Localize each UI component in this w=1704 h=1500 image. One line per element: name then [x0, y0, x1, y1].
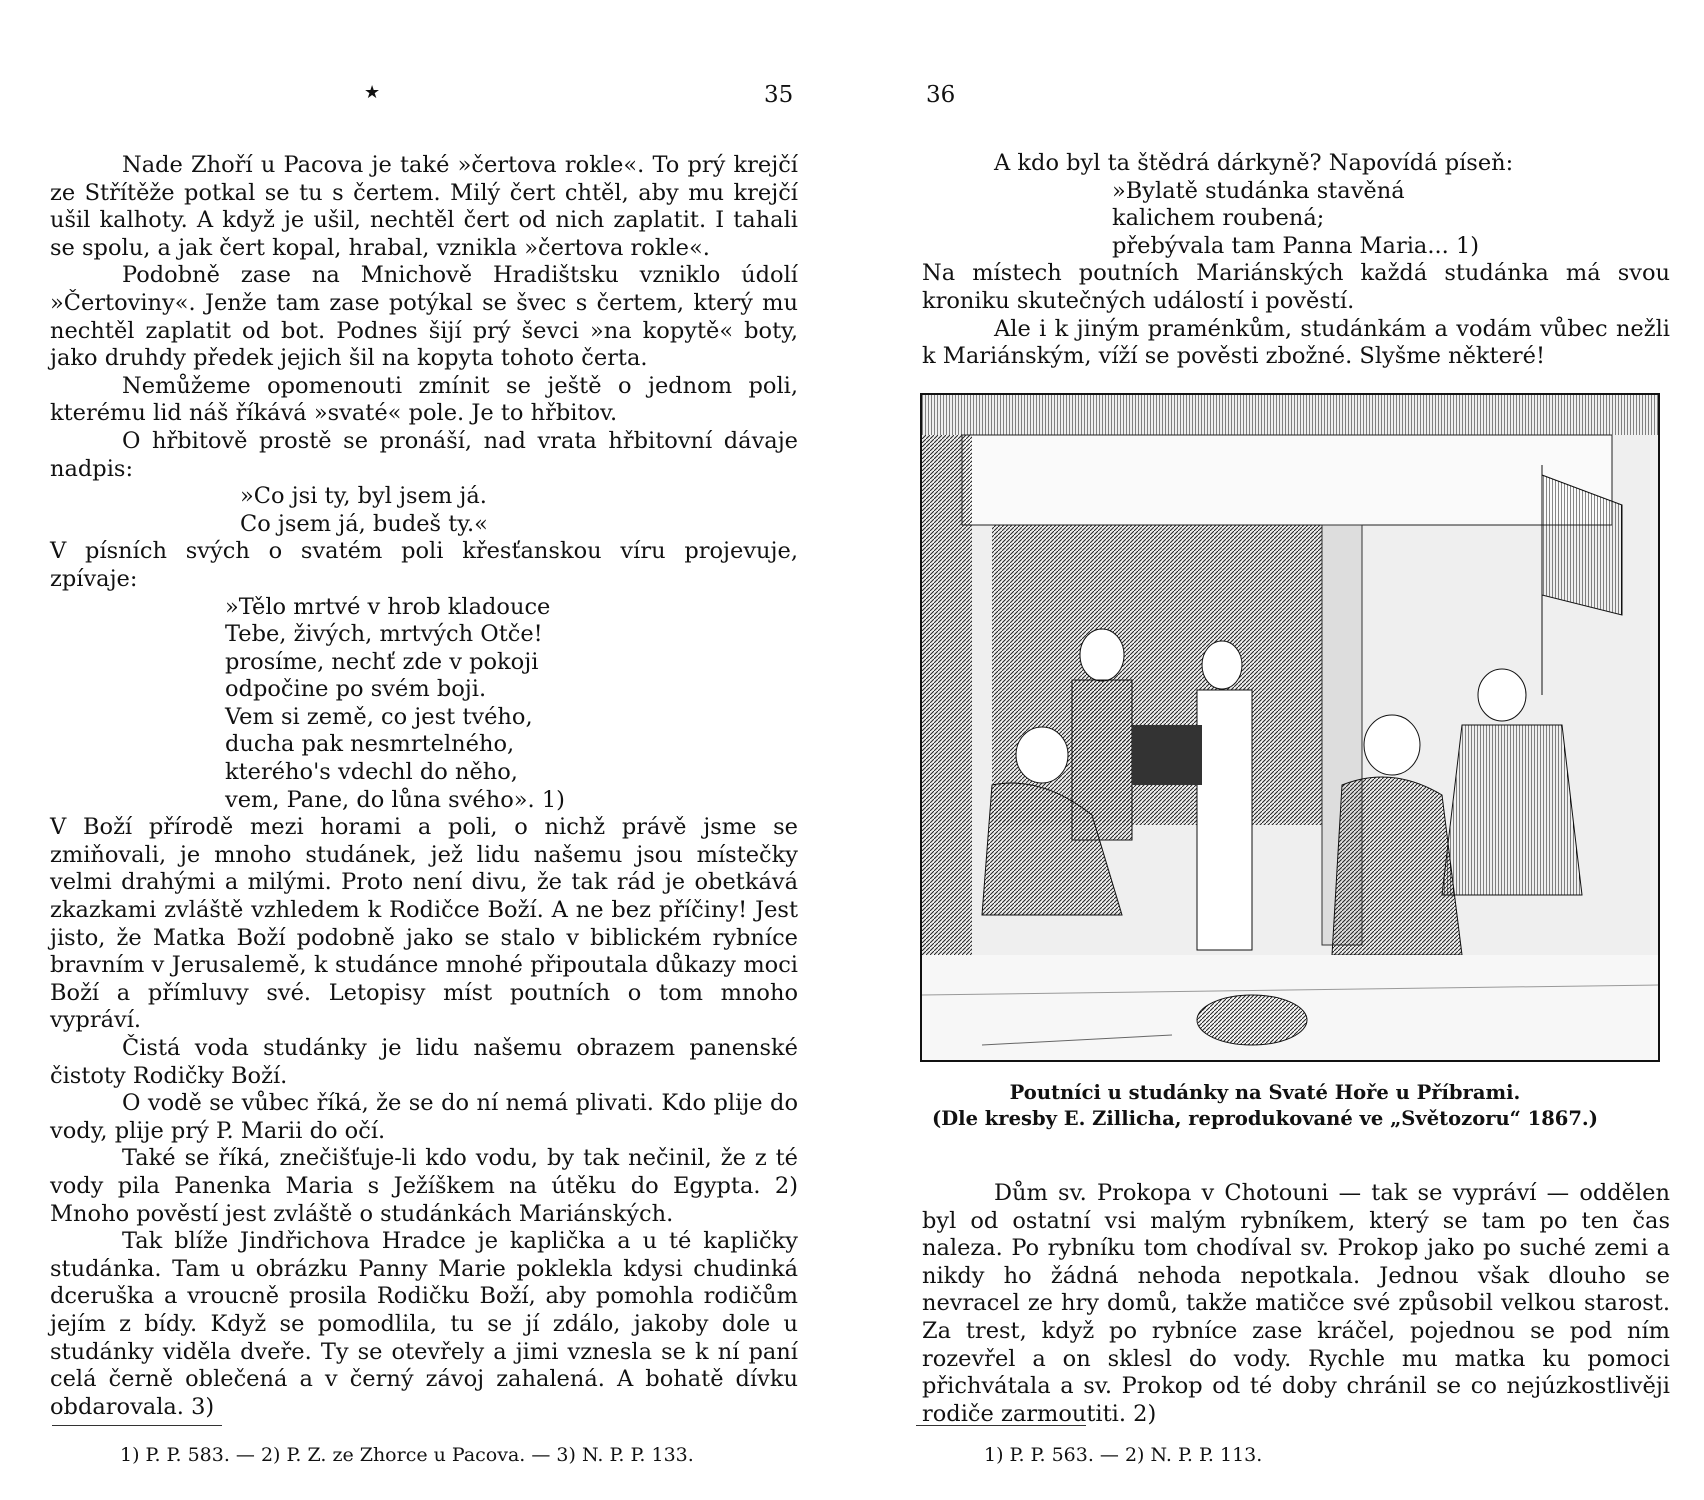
paragraph: Čistá voda studánky je lidu našemu obrazem panenské čistoty Rodičky Boží.	[50, 1035, 798, 1089]
paragraph: A kdo byl ta štědrá dárkyně? Napovídá píseň:	[994, 150, 1514, 176]
paragraph: »Co jsi ty, byl jsem já.	[240, 483, 487, 510]
engraving-illustration	[920, 393, 1660, 1062]
paragraph: Také se říká, znečišťuje-li kdo vodu, by tak nečinil, že z té vody pila Panenka Maria s Ježíškem na útěku do Egypta. 2) Mnoho pověstí jest zvláště o studánkách Mariánských.	[50, 1145, 798, 1227]
footnote-rule-right	[916, 1425, 1086, 1426]
paragraph: Podobně zase na Mnichově Hradištsku vzniklo údolí »Čertoviny«. Jenže tam zase potýkal se švec s čertem, který mu nechtěl zaplatit od bot. Podnes šijí prý ševci »na kopytě« boty, jako druhdy předek jejich šil na kopyta tohoto čerta.	[50, 262, 798, 372]
paragraph: O hřbitově prostě se pronáší, nad vrata hřbitovní dávaje nadpis:	[50, 427, 798, 482]
paragraph: kalichem roubená;	[1112, 205, 1325, 232]
paragraph: kterého's vdechl do něho,	[225, 759, 518, 786]
paragraph: V písních svých o svatém poli křesťanskou víru projevuje, zpívaje:	[50, 538, 798, 592]
footnote-rule-left	[52, 1425, 222, 1426]
paragraph: prosíme, nechť zde v pokoji	[225, 648, 539, 675]
paragraph: Nade Zhoří u Pacova je také »čertova rokle«. To prý krejčí ze Střítěže potkal se tu s čertem. Milý čert chtěl, aby mu krejčí ušil kalhoty. A když je ušil, nechtěl čert od nich zaplatit. I tahali se spolu, a jak čert kopal, hrabal, vznikla »čertova rokle«.	[50, 152, 798, 261]
footnote-right: 1) P. P. 563. — 2) N. P. P. 113.	[984, 1444, 1263, 1466]
paragraph: Dům sv. Prokopa v Chotouni — tak se vypráví — oddělen byl od ostatní vsi malým rybníkem, který se tam po ten čas naleza. Po rybníku tom chodíval sv. Prokop jako po suché zemi a nikdy ho žádná nehoda nepotkala. Jednou však dlouho se nevracel ze hry domů, takže matičce své způsobil velkou starost. Za trest, když po rybníce zase kráčel, pojednou se pod ním rozevřel a on sklesl do vody. Rychle mu matka ku pomoci přichvátala a sv. Prokop od té doby chránil se co nejúzkostlivěji rodiče zarmoutiti. 2)	[922, 1180, 1670, 1427]
print-mark: ★	[364, 82, 381, 103]
paragraph: vem, Pane, do lůna svého». 1)	[225, 786, 565, 813]
paragraph: Vem si země, co jest tvého,	[225, 703, 533, 730]
paragraph: Co jsem já, budeš ty.«	[240, 510, 488, 537]
paragraph: Tak blíže Jindřichova Hradce je kaplička a u té kapličky studánka. Tam u obrázku Panny Marie poklekla kdysi chudinká dceruška a vroucně prosila Rodičku Boží, aby pomohla rodičům jejím z bídy. Když se pomodlila, tu se jí zdálo, jakoby dole u studánky viděla dveře. Ty se otevřely a jimi vznesla se k ní paní celá černě oblečená a v černý závoj zahalená. A bohatě dívku obdarovala. 3)	[50, 1228, 798, 1420]
right-text-top	[922, 150, 1670, 371]
paragraph: »Bylatě studánka stavěná	[1112, 177, 1405, 204]
page-number-left: 35	[764, 82, 794, 108]
figure-caption-source: (Dle kresby E. Zillicha, reprodukované ve „Světozoru“ 1867.)	[932, 1107, 1598, 1130]
right-text-bottom	[922, 1180, 1670, 1428]
pilgrims-at-well-drawing	[922, 395, 1658, 1060]
figure-caption-title: Poutníci u studánky na Svaté Hoře u Příbrami.	[1009, 1081, 1521, 1104]
page-number-right: 36	[926, 82, 956, 108]
paragraph: Nemůžeme opomenouti zmínit se ještě o jednom poli, kterému lid náš říkává »svaté« pole. Je to hřbitov.	[50, 372, 798, 427]
paragraph: Ale i k jiným praménkům, studánkám a vodám vůbec nežli k Mariánským, víží se pověsti zbožné. Slyšme některé!	[922, 315, 1670, 370]
paragraph: ducha pak nesmrtelného,	[225, 731, 515, 758]
paragraph: »Tělo mrtvé v hrob kladouce	[225, 593, 551, 620]
paragraph: Tebe, živých, mrtvých Otče!	[225, 621, 543, 648]
paragraph: V Boží přírodě mezi horami a poli, o nichž právě jsme se zmiňovali, je mnoho studánek, jež lidu našemu jsou místečky velmi drahými a milými. Proto není divu, že tak rád je obetkává zkazkami zvláště vzhledem k Rodičce Boží. A ne bez příčiny! Jest jisto, že Matka Boží podobně jako se stalo v biblickém rybníce bravním v Jerusalemě, k studánce mnohé připoutala důkazy moci Boží a přímluvy své. Letopisy míst poutních o tom mnoho vypráví.	[50, 814, 798, 1034]
paragraph: O vodě se vůbec říká, že se do ní nemá plivati. Kdo plije do vody, plije prý P. Marii do očí.	[50, 1090, 798, 1144]
left-text-column	[50, 152, 798, 1421]
footnote-left: 1) P. P. 583. — 2) P. Z. ze Zhorce u Pacova. — 3) N. P. P. 133.	[120, 1444, 694, 1466]
paragraph: Na místech poutních Mariánských každá studánka má svou kroniku skutečných událostí i pověstí.	[922, 260, 1670, 314]
paragraph: přebývala tam Panna Maria... 1)	[1112, 232, 1480, 259]
paragraph: odpočine po svém boji.	[225, 676, 487, 703]
